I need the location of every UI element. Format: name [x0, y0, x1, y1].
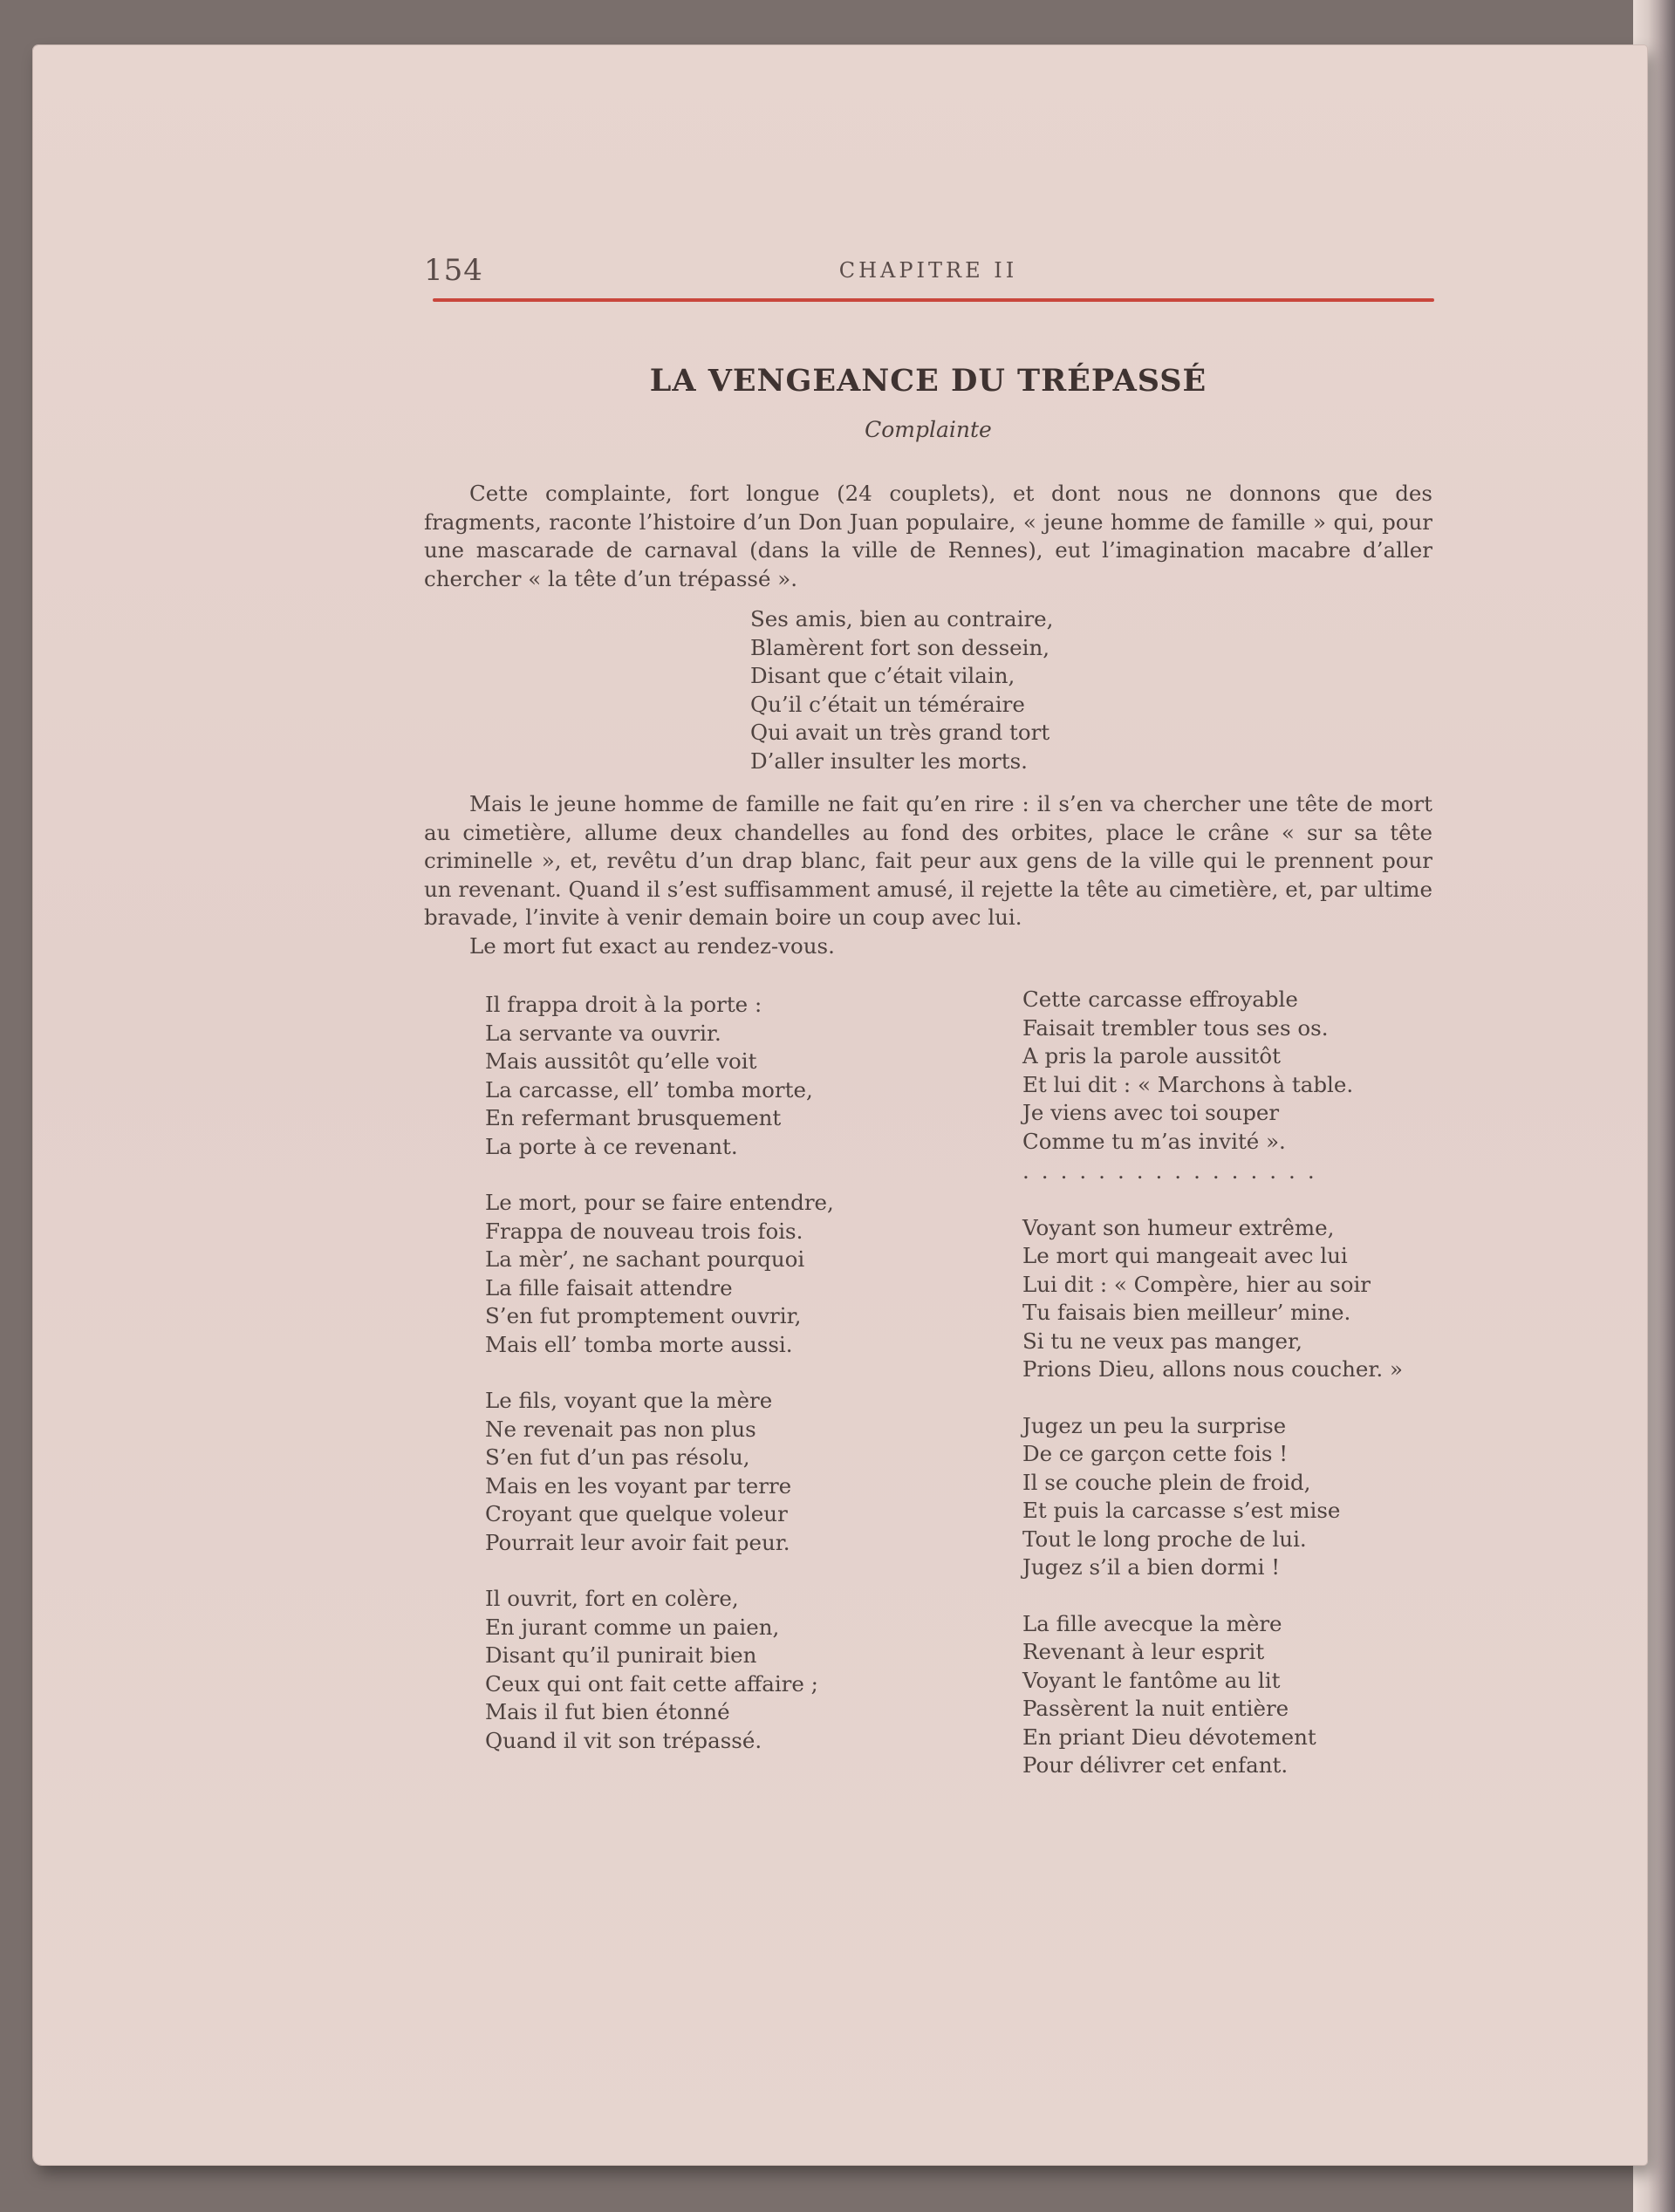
verse-line: Il frappa droit à la porte :: [485, 992, 762, 1017]
verse-line: A pris la parole aussitôt: [1022, 1043, 1281, 1068]
verse-line: Passèrent la nuit entière: [1022, 1696, 1289, 1721]
quote-line: Disant que c’était vilain,: [750, 663, 1015, 688]
verse-line: La fille avecque la mère: [1022, 1610, 1282, 1636]
verse-line: Ne revenait pas non plus: [485, 1416, 756, 1442]
stanza: [1022, 986, 1403, 1156]
intro-text: Cette complainte, fort longue (24 couplets), et dont nous ne donnons que des fragments, raconte l’histoire d’un Don Juan populaire, « jeune homme de famille » qui, pour une mascarade de carnaval (dans la ville de Rennes), eut l’imagination macabre d’aller chercher « la tête d’un trépassé ».: [424, 481, 1432, 591]
poem-subtitle: Complainte: [865, 417, 992, 442]
narrative-paragraph: [424, 790, 1432, 960]
verse-line: Et puis la carcasse s’est mise: [1022, 1498, 1341, 1523]
verse-line: Pourrait leur avoir fait peur.: [485, 1529, 790, 1555]
verse-line: Et lui dit : « Marchons à table.: [1022, 1071, 1354, 1097]
stanza: [1022, 1610, 1403, 1780]
verse-line: Disant qu’il punirait bien: [485, 1642, 757, 1668]
verse-line: La carcasse, ell’ tomba morte,: [485, 1076, 813, 1103]
verse-line: Cette carcasse effroyable: [1022, 987, 1298, 1012]
verse-line: Lui dit : « Compère, hier au soir: [1022, 1271, 1371, 1297]
verse-line: Mais ell’ tomba morte aussi.: [485, 1331, 793, 1357]
verse-line: Jugez s’il a bien dormi !: [1022, 1554, 1281, 1580]
quote-line: Qu’il c’était un téméraire: [750, 691, 1025, 717]
stanza: [1022, 1214, 1403, 1384]
narrative-text-short: Le mort fut exact au rendez-vous.: [469, 932, 835, 959]
poem-title: LA VENGEANCE DU TRÉPASSÉ: [649, 363, 1207, 399]
quote-line: Qui avait un très grand tort: [750, 720, 1050, 745]
verse-line: Mais il fut bien étonné: [485, 1699, 730, 1724]
left-verse-column: [485, 991, 834, 1783]
verse-line: La mèr’, ne sachant pourquoi: [485, 1246, 805, 1272]
quote-line: Ses amis, bien au contraire,: [750, 606, 1054, 632]
quote-line: Blamèrent fort son dessein,: [750, 634, 1050, 660]
stanza: [485, 1585, 834, 1755]
quote-line: D’aller insulter les morts.: [750, 748, 1028, 774]
verse-line: Pour délivrer cet enfant.: [1022, 1752, 1289, 1778]
verse-line: En jurant comme un paien,: [485, 1614, 780, 1640]
verse-line: Voyant son humeur extrême,: [1022, 1214, 1335, 1240]
verse-line: Tout le long proche de lui.: [1022, 1526, 1307, 1552]
verse-line: Voyant le fantôme au lit: [1022, 1667, 1281, 1693]
verse-line: Je viens avec toi souper: [1022, 1100, 1280, 1125]
page-number: 154: [424, 253, 483, 288]
narrative-text: Mais le jeune homme de famille ne fait qu’en rire : il s’en va chercher une tête de mort au cimetière, allume deux chandelles au fond des orbites, place le crâne « sur sa tête criminelle », et, revêtu d’un drap blanc, fait peur aux gens de la ville qui le prennent pour un revenant. Quand il s’est suffisamment amusé, il rejette la tête au cimetière, et, par ultime bravade, l’invite à venir demain boire un coup avec lui.: [424, 791, 1432, 930]
verse-line: La servante va ouvrir.: [485, 1020, 721, 1046]
verse-line: Faisait trembler tous ses os.: [1022, 1014, 1329, 1041]
verse-line: Jugez un peu la surprise: [1022, 1412, 1287, 1438]
stanza: [485, 1387, 834, 1557]
verse-line: Mais en les voyant par terre: [485, 1472, 792, 1499]
verse-line: Frappa de nouveau trois fois.: [485, 1218, 803, 1244]
verse-line: Le mort qui mangeait avec lui: [1022, 1243, 1348, 1268]
verse-line: Il se couche plein de froid,: [1022, 1469, 1311, 1495]
verse-line: Le mort, pour se faire entendre,: [485, 1190, 834, 1215]
stanza: [485, 991, 834, 1161]
verse-line: S’en fut promptement ouvrir,: [485, 1303, 802, 1328]
verse-line: La fille faisait attendre: [485, 1274, 733, 1301]
verse-line: Quand il vit son trépassé.: [485, 1727, 762, 1753]
header-rule: [433, 298, 1434, 302]
verse-line: Si tu ne veux pas manger,: [1022, 1328, 1302, 1354]
verse-line: Il ouvrit, fort en colère,: [485, 1586, 739, 1611]
stanza: [1022, 1412, 1403, 1582]
verse-line: La porte à ce revenant.: [485, 1133, 738, 1159]
running-header: [424, 253, 1432, 297]
verse-line: Le fils, voyant que la mère: [485, 1388, 773, 1413]
quoted-stanza: [750, 605, 1053, 775]
verse-line: En priant Dieu dévotement: [1022, 1724, 1316, 1750]
ellipsis-line: ................: [1022, 1158, 1327, 1184]
intro-paragraph: [424, 480, 1432, 593]
verse-line: S’en fut d’un pas résolu,: [485, 1444, 750, 1470]
stanza: [485, 1189, 834, 1359]
verse-line: Croyant que quelque voleur: [485, 1501, 788, 1526]
verse-line: Revenant à leur esprit: [1022, 1639, 1265, 1664]
verse-line: En refermant brusquement: [485, 1105, 782, 1130]
verse-line: Tu faisais bien meilleur’ mine.: [1022, 1300, 1351, 1325]
verse-line: De ce garçon cette fois !: [1022, 1441, 1289, 1466]
verse-line: Mais aussitôt qu’elle voit: [485, 1048, 757, 1074]
verse-line: Ceux qui ont fait cette affaire ;: [485, 1670, 818, 1697]
verse-line: Comme tu m’as invité ».: [1022, 1128, 1286, 1154]
right-verse-column: [1022, 986, 1403, 1808]
verse-line: Prions Dieu, allons nous coucher. »: [1022, 1356, 1403, 1382]
chapter-heading: CHAPITRE II: [838, 258, 1018, 283]
